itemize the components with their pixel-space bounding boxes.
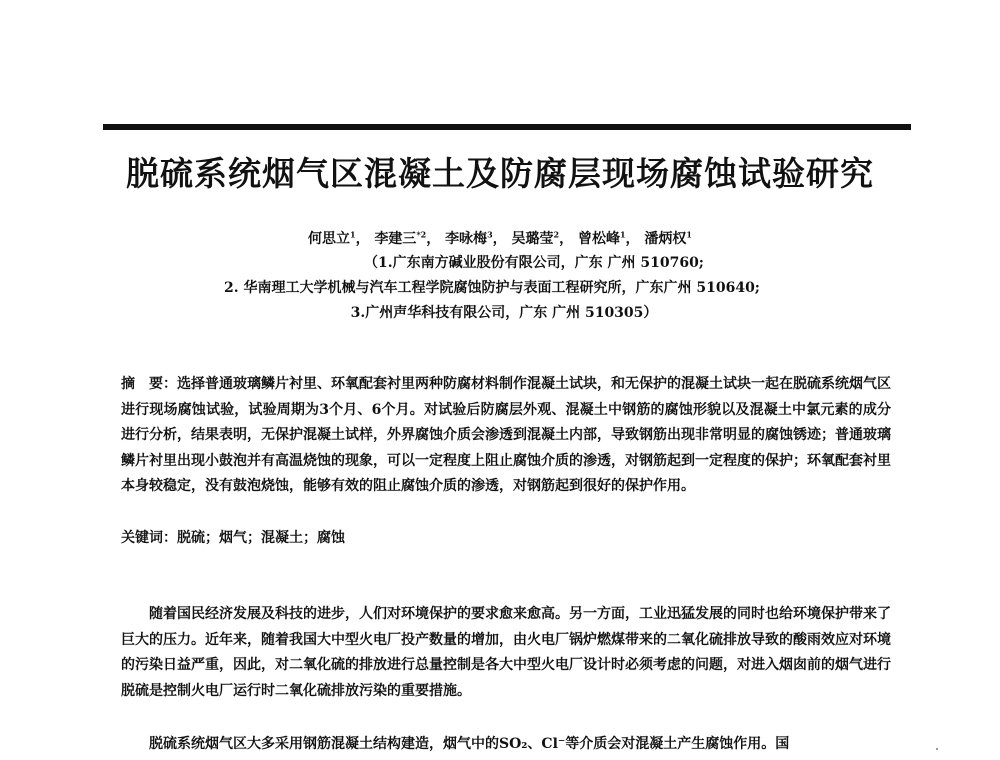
header-rule <box>103 124 911 130</box>
author-sup: 1 <box>686 229 692 240</box>
affiliation-3: 3.广州声华科技有限公司，广东 广州 510305） <box>350 305 658 321</box>
author-sup: 2 <box>553 229 560 240</box>
scan-speck <box>936 748 938 750</box>
author-name: 吴璐莹 <box>511 231 554 247</box>
abstract-label: 摘 要： <box>121 376 177 392</box>
author-name: 李咏梅 <box>445 231 488 247</box>
paragraph-text: 随着国民经济发展及科技的进步，人们对环境保护的要求愈来愈高。另一方面，工业迅猛发展的同时也给环境保护带来了巨大的压力。近年来，随着我国大中型火电厂投产数量的增加，由火电厂锅炉燃煤带来的二氧化硫排放导致的酸雨效应对环境的污染日益严重，因此，对二氧化硫的排放进行总量控制是各大中型火电厂设计时必须考虑的问题，对进入烟囱前的烟气进行脱硫是控制火电厂运行时二氧化硫排放污染的重要措施。 <box>121 606 891 699</box>
author-list: 何思立$^1$， 李建三$^{*2}$， 李咏梅$^3$， 吴璐莹$^2$， 曾松峰$^1$， 潘炳权$^1$ <box>307 229 692 247</box>
author-sup: 1 <box>619 229 626 240</box>
author-name: 李建三 <box>374 231 417 247</box>
author-name: 曾松峰 <box>577 231 620 247</box>
author-sup: 3 <box>487 229 493 240</box>
keywords <box>121 527 891 547</box>
keywords-text: 脱硫；烟气；混凝土；腐蚀 <box>177 530 345 546</box>
paper-title: 脱硫系统烟气区混凝土及防腐层现场腐蚀试验研究 <box>126 154 874 193</box>
author-sup: *2 <box>416 229 427 240</box>
author-name: 潘炳权 <box>644 231 687 247</box>
abstract-text: 选择普通玻璃鳞片衬里、环氧配套衬里两种防腐材料制作混凝土试块，和无保护的混凝土试块一起在脱硫系统烟气区进行现场腐蚀试验，试验周期为3个月、6个月。对试验后防腐层外观、混凝土中钢筋的腐蚀形貌以及混凝土中氯元素的成分进行分析，结果表明，无保护混凝土试样，外界腐蚀介质会渗透到混凝土内部，导致钢筋出现非常明显的腐蚀锈迹；普通玻璃鳞片衬里出现小鼓泡并有高温烧蚀的现象，可以一定程度上阻止腐蚀介质的渗透，对钢筋起到一定程度的保护；环氧配套衬里本身较稳定，没有鼓泡烧蚀，能够有效的阻止腐蚀介质的渗透，对钢筋起到很好的保护作用。 <box>121 376 891 494</box>
author-sup: 1 <box>349 229 356 240</box>
paragraph-text: 脱硫系统烟气区大多采用钢筋混凝土结构建造，烟气中的SO₂、Cl⁻等介质会对混凝土产生腐蚀作用。国 <box>149 736 790 752</box>
author-name: 何思立 <box>307 231 350 247</box>
affiliation-2: 2. 华南理工大学机械与汽车工程学院腐蚀防护与表面工程研究所，广东广州 510640; <box>224 280 760 296</box>
abstract <box>121 372 891 500</box>
body-paragraph-1 <box>121 602 891 704</box>
affiliation-1: （1.广东南方碱业股份有限公司，广东 广州 510760; <box>364 255 704 271</box>
body-paragraph-2 <box>121 732 891 758</box>
keywords-label: 关键词： <box>121 530 177 546</box>
